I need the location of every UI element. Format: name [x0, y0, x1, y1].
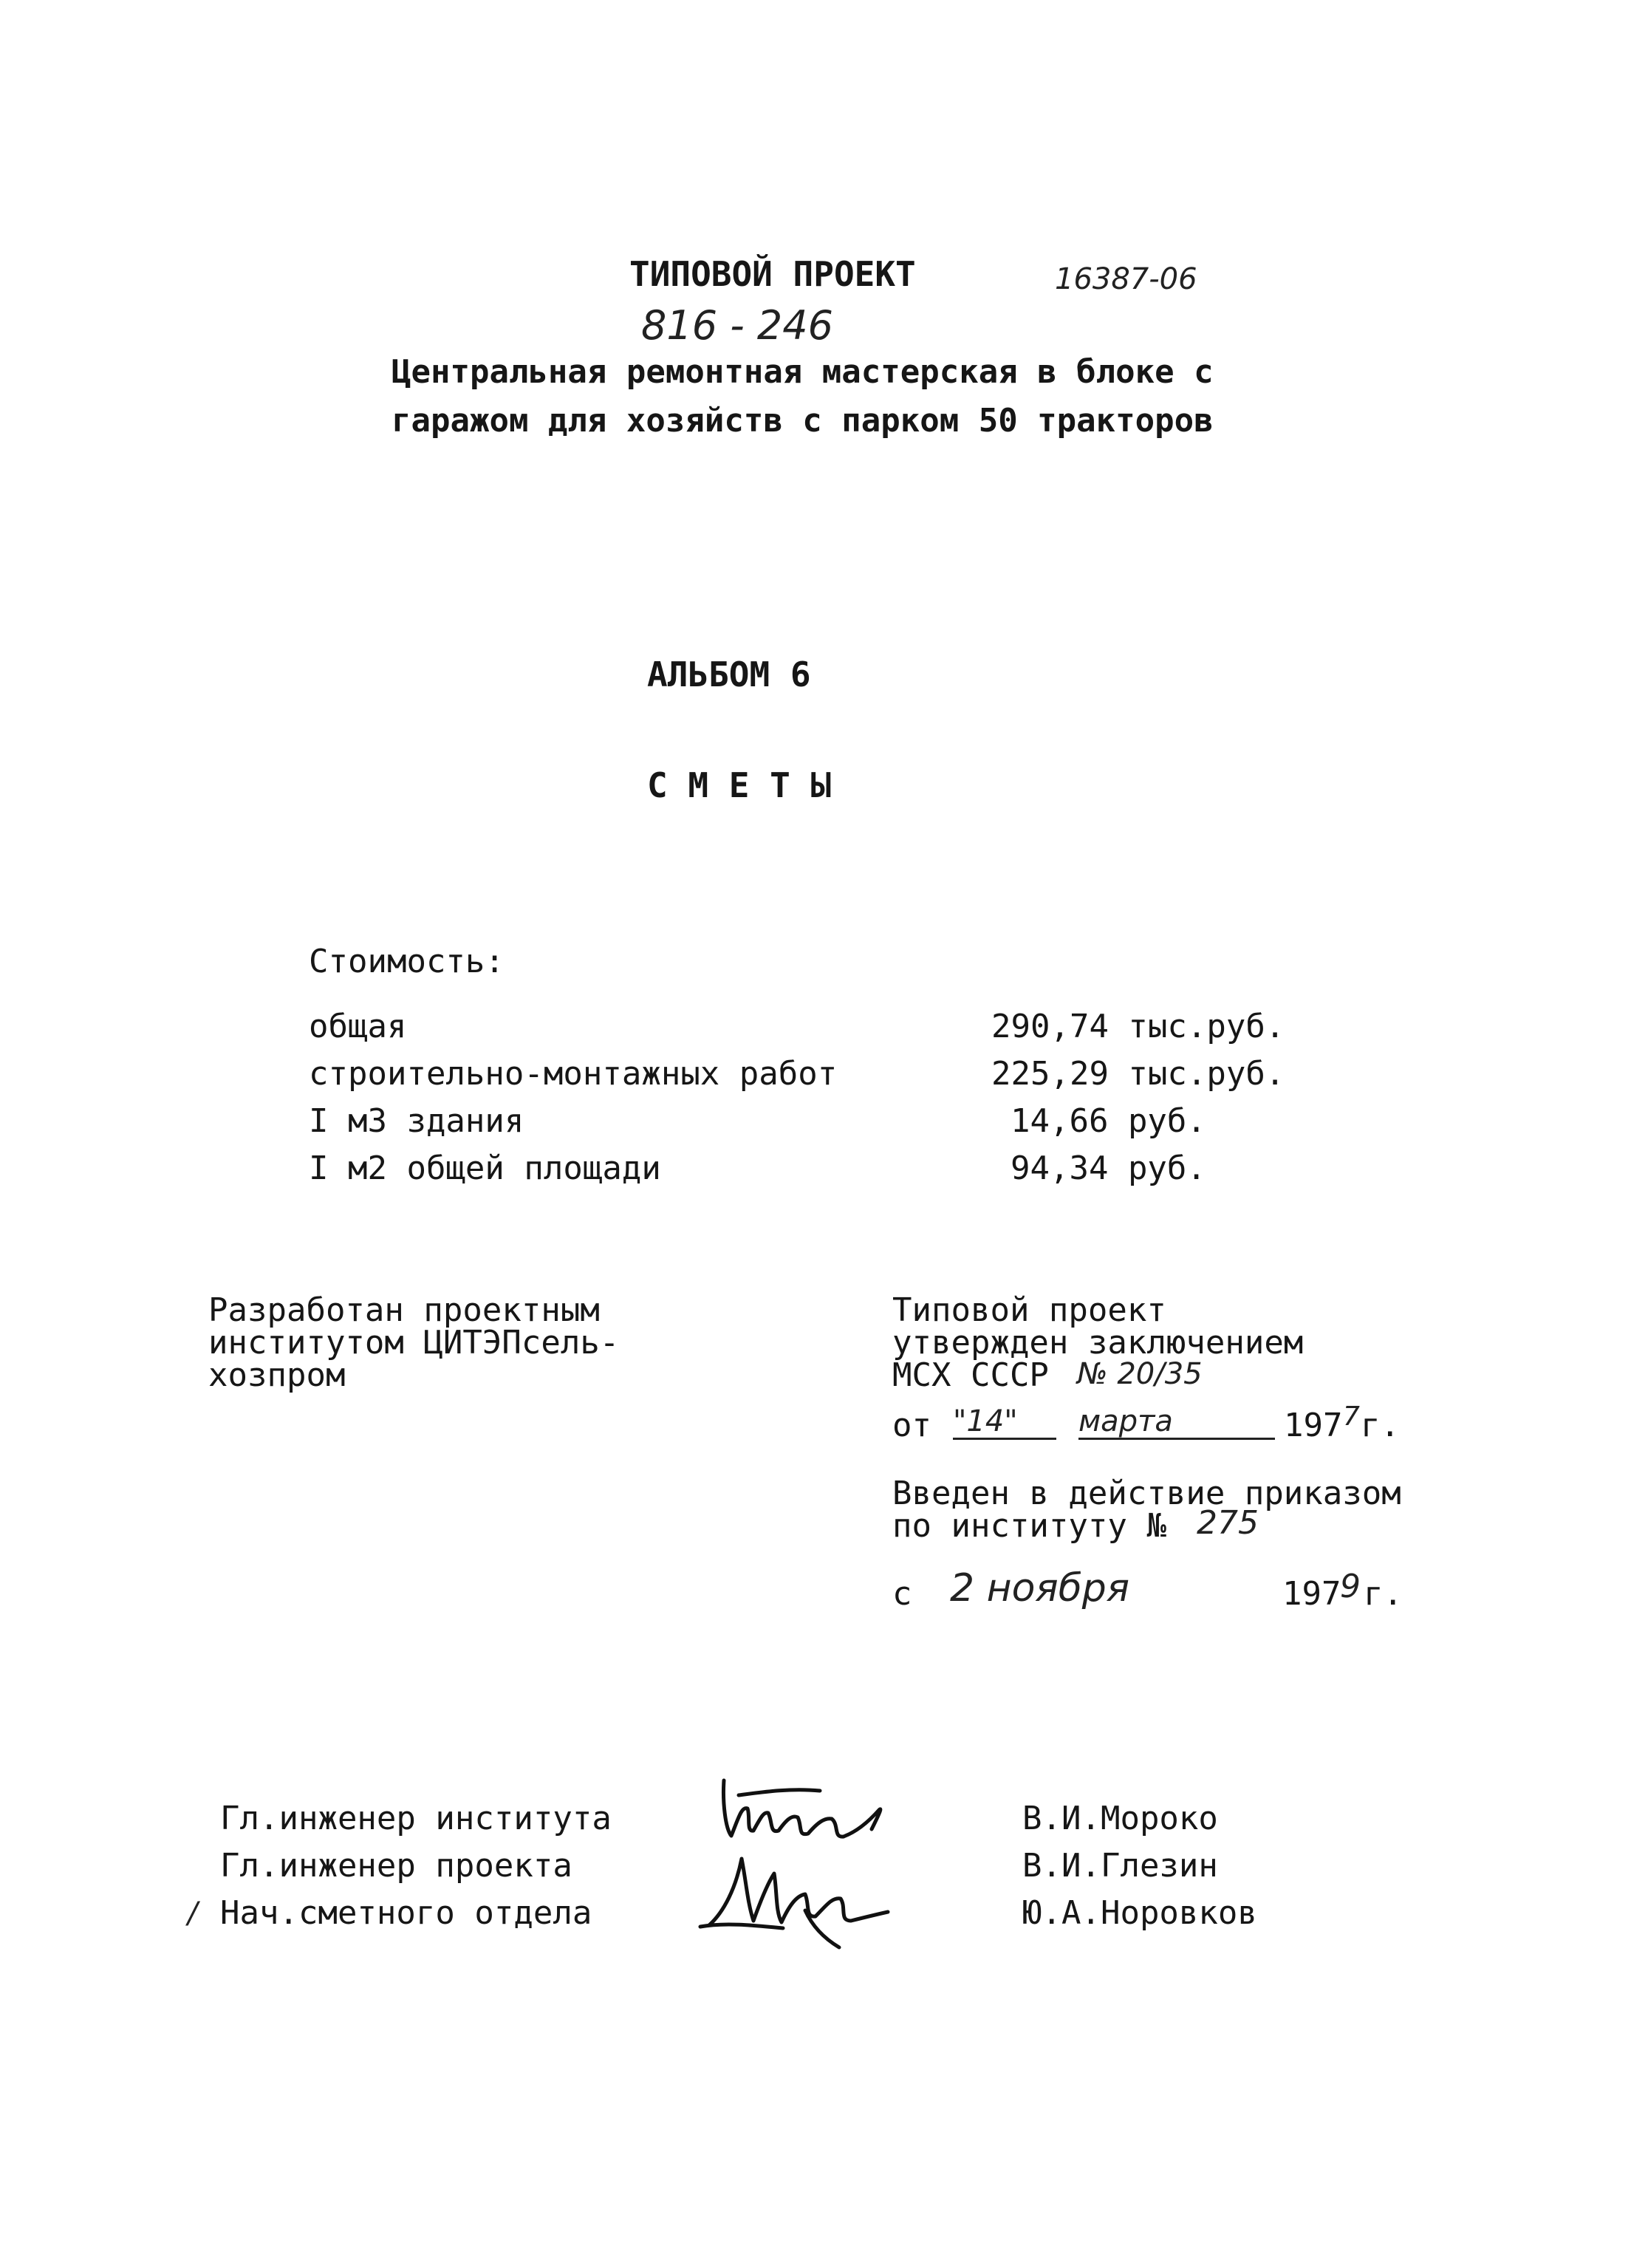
cost-row-value: 290,74 тыс.руб.	[991, 1008, 1285, 1045]
archive-number: 16387-06	[1055, 262, 1197, 296]
order-line-2-prefix: по институту №	[892, 1507, 1166, 1545]
cost-row-value: 94,34 руб.	[1011, 1150, 1206, 1187]
approval-line-2: утвержден заключением	[892, 1324, 1304, 1362]
effective-year: 197	[1282, 1575, 1341, 1613]
document-type-label: ТИПОВОЙ ПРОЕКТ	[629, 254, 916, 294]
signatory-name: В.И.Мороко	[1022, 1800, 1218, 1837]
developer-line-1: Разработан проектным	[208, 1291, 600, 1329]
approval-line-1: Типовой проект	[892, 1291, 1166, 1329]
approval-date-day: "14"	[953, 1407, 1056, 1440]
project-number: 816 - 246	[641, 302, 833, 349]
approval-conclusion-number: № 20/35	[1077, 1357, 1203, 1391]
cost-row-value: 14,66 руб.	[1011, 1102, 1206, 1140]
effective-year-suffix: г.	[1364, 1575, 1403, 1613]
cost-row-label: общая	[309, 1008, 407, 1045]
album-subtitle: С М Е Т Ы	[647, 765, 832, 805]
order-line-1: Введен в действие приказом	[892, 1475, 1401, 1512]
approval-date-year-digit: 7	[1343, 1401, 1360, 1432]
effective-year-digit: 9	[1340, 1568, 1361, 1605]
approval-date-suffix: г.	[1361, 1407, 1400, 1444]
signatory-name: В.И.Глезин	[1022, 1847, 1218, 1885]
signatory-title: Гл.инженер института	[220, 1800, 612, 1837]
approval-date-prefix: от	[892, 1407, 931, 1444]
cost-row-label: I м3 здания	[309, 1102, 524, 1140]
margin-tick-mark: /	[188, 1896, 198, 1930]
handwritten-signature-2	[694, 1844, 901, 1955]
signatory-title: Нач.сметного отдела	[220, 1894, 592, 1932]
order-number: 275	[1197, 1504, 1259, 1542]
project-title-line-2: гаражом для хозяйств с парком 50 тракторов	[391, 402, 1214, 440]
cost-row-label: строительно-монтажных работ	[309, 1055, 838, 1093]
approval-date-month: марта	[1078, 1407, 1275, 1440]
effective-date: 2 ноября	[950, 1566, 1130, 1611]
developer-line-2: институтом ЦИТЭПсель-	[208, 1324, 620, 1362]
project-title-line-1: Центральная ремонтная мастерская в блоке с	[391, 353, 1214, 391]
approval-date-year: 197	[1284, 1407, 1343, 1444]
cost-heading: Стоимость:	[309, 943, 505, 980]
cost-row-label: I м2 общей площади	[309, 1150, 661, 1187]
signatory-name: Ю.А.Норовков	[1022, 1894, 1257, 1932]
approval-line-3-prefix: МСХ СССР	[892, 1356, 1049, 1394]
effective-date-prefix: с	[892, 1575, 912, 1613]
signatory-title: Гл.инженер проекта	[220, 1847, 572, 1885]
handwritten-signature-1	[709, 1766, 901, 1854]
developer-line-3: хозпром	[208, 1356, 346, 1394]
cost-row-value: 225,29 тыс.руб.	[991, 1055, 1285, 1093]
album-label: АЛЬБОМ 6	[647, 655, 811, 694]
